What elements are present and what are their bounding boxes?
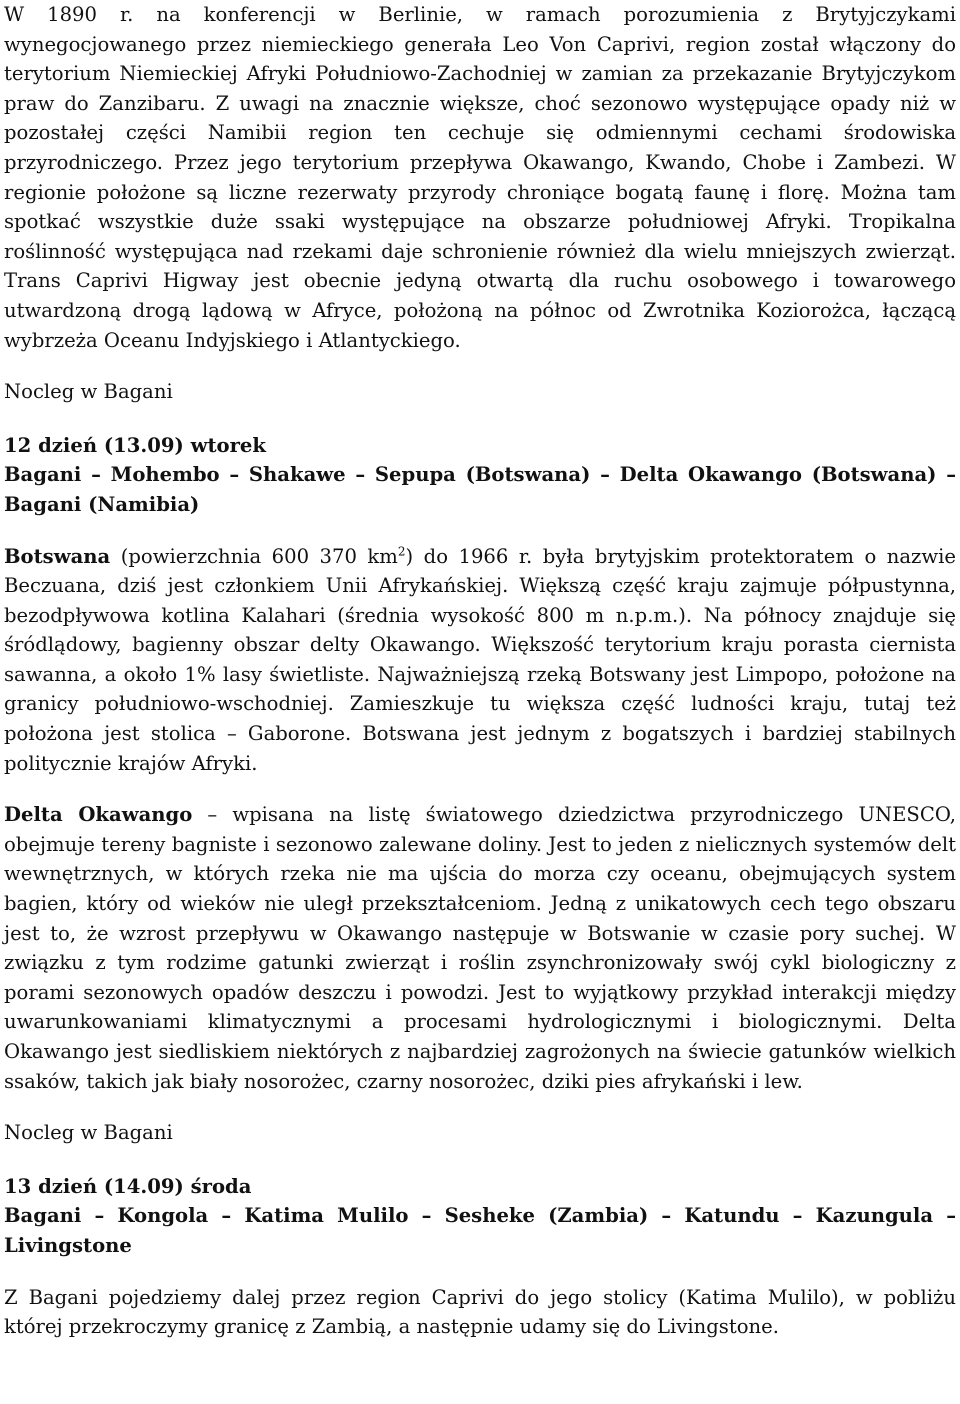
- delta-text: – wpisana na listę światowego dziedzictwa przyrodniczego UNESCO, obejmuje tereny bagniste i sezonowo zalewane doliny. Jest to jeden z nielicznych systemów delt wewnętrznych, w których rzeka nie ma ujścia do morza czy oceanu, obejmujących system bagien, który od wieków nie uległ przekształceniom. Jedną z unikatowych cech tego obszaru jest to, że wzrost przepływu w Okawango następuje w Botswanie w czasie pory suchej. W związku z tym rodzime gatunki zwierząt i roślin zsynchronizowały swój cykl biologiczny z porami sezonowych opadów deszczu i powodzi. Jest to wyjątkowy przykład interakcji między uwarunkowaniami klimatycznymi a procesami hydrologicznymi i biologicznymi. Delta Okawango jest siedliskiem niektórych z najbardziej zagrożonych na świecie gatunków wielkich ssaków, takich jak biały nosorożec, czarny nosorożec, dziki pies afrykański i lew.: [4, 803, 956, 1093]
- day-12-heading: 12 dzień (13.09) wtorek: [4, 433, 266, 457]
- day-13-route: Bagani – Kongola – Katima Mulilo – Sesheke (Zambia) – Katundu – Kazungula – Livingstone: [4, 1204, 956, 1257]
- botswana-text-post: ) do 1966 r. była brytyjskim protektoratem o nazwie Beczuana, dziś jest członkiem Unii Afrykańskiej. Większą część kraju zajmuje półpustynna, bezodpływowa kotlina Kalahari (średnia wysokość 800 m n.p.m.). Na północy znajduje się śródlądowy, bagienny obszar delty Okawango. Większość terytorium kraju porasta ciernista sawanna, a około 1% lasy świetliste. Najważniejszą rzeką Botswany jest Limpopo, położone na granicy południowo-wschodniej. Zamieszkuje tu większa część ludności kraju, tutaj też położona jest stolica – Gaborone. Botswana jest jednym z bogatszych i bardziej stabilnych politycznie krajów Afryki.: [4, 544, 956, 775]
- km-superscript: 2: [397, 543, 406, 558]
- botswana-paragraph: [4, 542, 956, 779]
- delta-paragraph: [4, 800, 956, 1096]
- nocleg-bagani-1: Nocleg w Bagani: [4, 380, 173, 404]
- nocleg-bagani-2: Nocleg w Bagani: [4, 1121, 173, 1145]
- intro-paragraph: W 1890 r. na konferencji w Berlinie, w ramach porozumienia z Brytyjczykami wynegocjowanego przez niemieckiego generała Leo Von Caprivi, region został włączony do terytorium Niemieckiej Afryki Południowo-Zachodniej w zamian za przekazanie Brytyjczykom praw do Zanzibaru. Z uwagi na znacznie większe, choć sezonowo występujące opady niż w pozostałej części Namibii region ten cechuje się odmiennymi cechami środowiska przyrodniczego. Przez jego terytorium przepływa Okawango, Kwando, Chobe i Zambezi. W regionie położone są liczne rezerwaty przyrody chroniące bogatą faunę i florę. Można tam spotkać wszystkie duże ssaki występujące na obszarze południowej Afryki. Tropikalna roślinność występująca nad rzekami daje schronienie również dla wielu mniejszych zwierząt. Trans Caprivi Higway jest obecnie jedyną otwartą dla ruchu osobowego i towarowego utwardzoną drogą lądową w Afryce, położoną na północ od Zwrotnika Koziorożca, łączącą wybrzeża Oceanu Indyjskiego i Atlantyckiego.: [4, 3, 956, 352]
- botswana-text-pre: (powierzchnia 600 370 km: [110, 544, 398, 568]
- botswana-term: Botswana: [4, 544, 111, 568]
- day-13-heading: 13 dzień (14.09) środa: [4, 1174, 252, 1198]
- day-12-route: Bagani – Mohembo – Shakawe – Sepupa (Botswana) – Delta Okawango (Botswana) – Bagani (Namibia): [4, 463, 956, 516]
- delta-term: Delta Okawango: [4, 803, 193, 827]
- day-13-paragraph: Z Bagani pojedziemy dalej przez region Caprivi do jego stolicy (Katima Mulilo), w pobliżu której przekroczymy granicę z Zambią, a następnie udamy się do Livingstone.: [4, 1285, 956, 1339]
